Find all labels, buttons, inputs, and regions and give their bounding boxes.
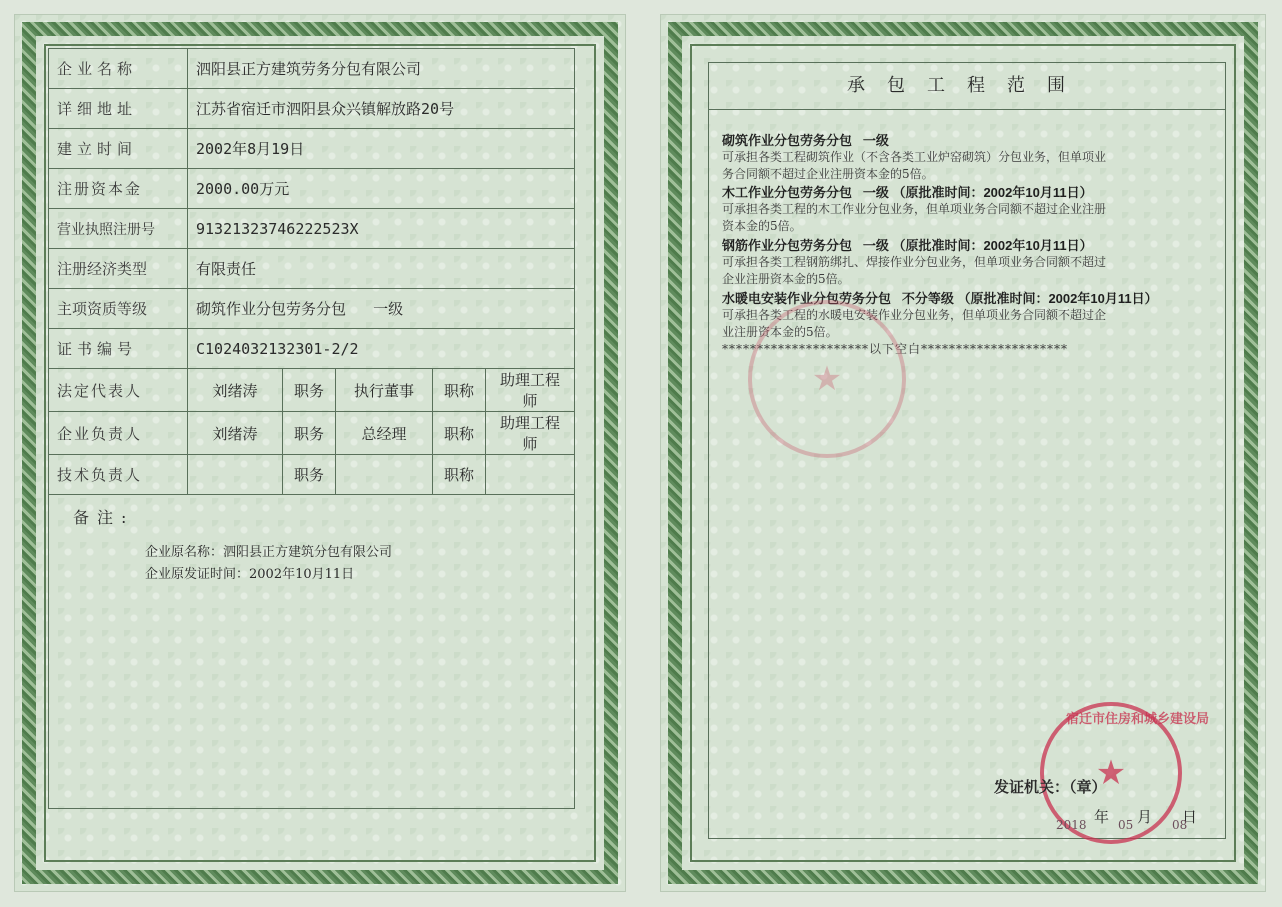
row-license-no [49,209,575,249]
scope-item-heading: 砌筑作业分包劳务分包 一级 [722,133,889,148]
row-manager [49,412,575,455]
row-legal-rep [49,369,575,412]
tech-lead-pos [336,455,433,495]
label-certificate-no: 证书编号 [49,329,188,369]
legal-rep-name: 刘绪涛 [188,369,283,412]
remarks-box [48,495,575,809]
label-license-no: 营业执照注册号 [49,209,188,249]
stamp-year: 2018 [1056,818,1087,832]
value-economic-type: 有限责任 [188,249,575,289]
tech-lead-name [188,455,283,495]
row-capital [49,169,575,209]
stamp-month: 05 [1118,818,1134,832]
scope-item-heading: 木工作业分包劳务分包 一级 （原批准时间：2002年10月11日） [722,185,1093,200]
legal-rep-title: 助理工程师 [486,369,575,412]
month-label: 月 [1137,809,1153,826]
tech-lead-title-label: 职称 [433,455,486,495]
label-economic-type: 注册经济类型 [49,249,188,289]
label-manager: 企业负责人 [49,412,188,455]
company-info-panel [48,48,575,809]
row-economic-type [49,249,575,289]
year-label: 年 [1094,809,1110,826]
scope-item-desc: 可承担各类工程砌筑作业（不含各类工业炉窑砌筑）分包业务，但单项业 [722,150,1107,164]
value-certificate-no: C1024032132301-2/2 [188,329,575,369]
label-qualification: 主项资质等级 [49,289,188,329]
issuing-authority: 发证机关：（章） [994,779,1107,796]
tech-lead-title [486,455,575,495]
tech-lead-pos-label: 职务 [283,455,336,495]
value-company-name: 泗阳县正方建筑劳务分包有限公司 [188,49,575,89]
scope-item [722,182,1106,235]
manager-pos-label: 职务 [283,412,336,455]
label-address: 详细地址 [49,89,188,129]
row-tech-lead [49,455,575,495]
row-company-name [49,49,575,89]
row-certificate-no [49,329,575,369]
manager-pos: 总经理 [336,412,433,455]
scope-item-desc: 业注册资本金的5倍。 [722,325,838,339]
row-address [49,89,575,129]
star-icon: ★ [1095,753,1127,793]
label-capital: 注册资本金 [49,169,188,209]
scope-title: 承包工程范围 [708,62,1226,110]
scope-item-desc: 企业注册资本金的5倍。 [722,272,850,286]
seal-text: 宿迁市住房和城乡建设局 [1066,712,1210,727]
scope-item [722,235,1106,288]
row-qualification [49,289,575,329]
manager-title: 助理工程师 [486,412,575,455]
scope-item-desc: 务合同额不超过企业注册资本金的5倍。 [722,167,934,181]
value-qualification: 砌筑作业分包劳务分包 一级 [188,289,575,329]
value-capital: 2000.00万元 [188,169,575,209]
stamp-day: 08 [1172,818,1188,832]
remarks-original-date: 企业原发证时间：2002年10月11日 [145,567,355,582]
remarks-title: 备注: [73,508,135,527]
company-info-table [48,48,575,495]
scope-item-heading: 钢筋作业分包劳务分包 一级 （原批准时间：2002年10月11日） [722,238,1093,253]
scope-item-desc: 资本金的5倍。 [722,219,802,233]
blank-marker: *********************以下空白********************* [722,342,1069,356]
scope-item [722,130,1106,183]
legal-rep-pos-label: 职务 [283,369,336,412]
row-established [49,129,575,169]
scope-item-desc: 可承担各类工程钢筋绑扎、焊接作业分包业务，但单项业务合同额不超过 [722,255,1107,269]
faint-seal [748,300,906,458]
manager-title-label: 职称 [433,412,486,455]
value-license-no: 91321323746222523X [188,209,575,249]
value-established: 2002年8月19日 [188,129,575,169]
legal-rep-pos: 执行董事 [336,369,433,412]
scope-item-desc: 可承担各类工程的水暖电安装作业分包业务，但单项业务合同额不超过企 [722,308,1107,322]
label-tech-lead: 技术负责人 [49,455,188,495]
scope-item-desc: 可承担各类工程的木工作业分包业务，但单项业务合同额不超过企业注册 [722,202,1107,216]
star-icon: ★ [811,359,843,399]
day-label: 日 [1182,809,1198,826]
remarks-original-name: 企业原名称：泗阳县正方建筑分包有限公司 [145,545,393,560]
value-address: 江苏省宿迁市泗阳县众兴镇解放路20号 [188,89,575,129]
label-established: 建立时间 [49,129,188,169]
scope-item-heading: 水暖电安装作业分包劳务分包 不分等级 （原批准时间：2002年10月11日） [722,291,1158,306]
legal-rep-title-label: 职称 [433,369,486,412]
label-company-name: 企业名称 [49,49,188,89]
label-legal-rep: 法定代表人 [49,369,188,412]
manager-name: 刘绪涛 [188,412,283,455]
